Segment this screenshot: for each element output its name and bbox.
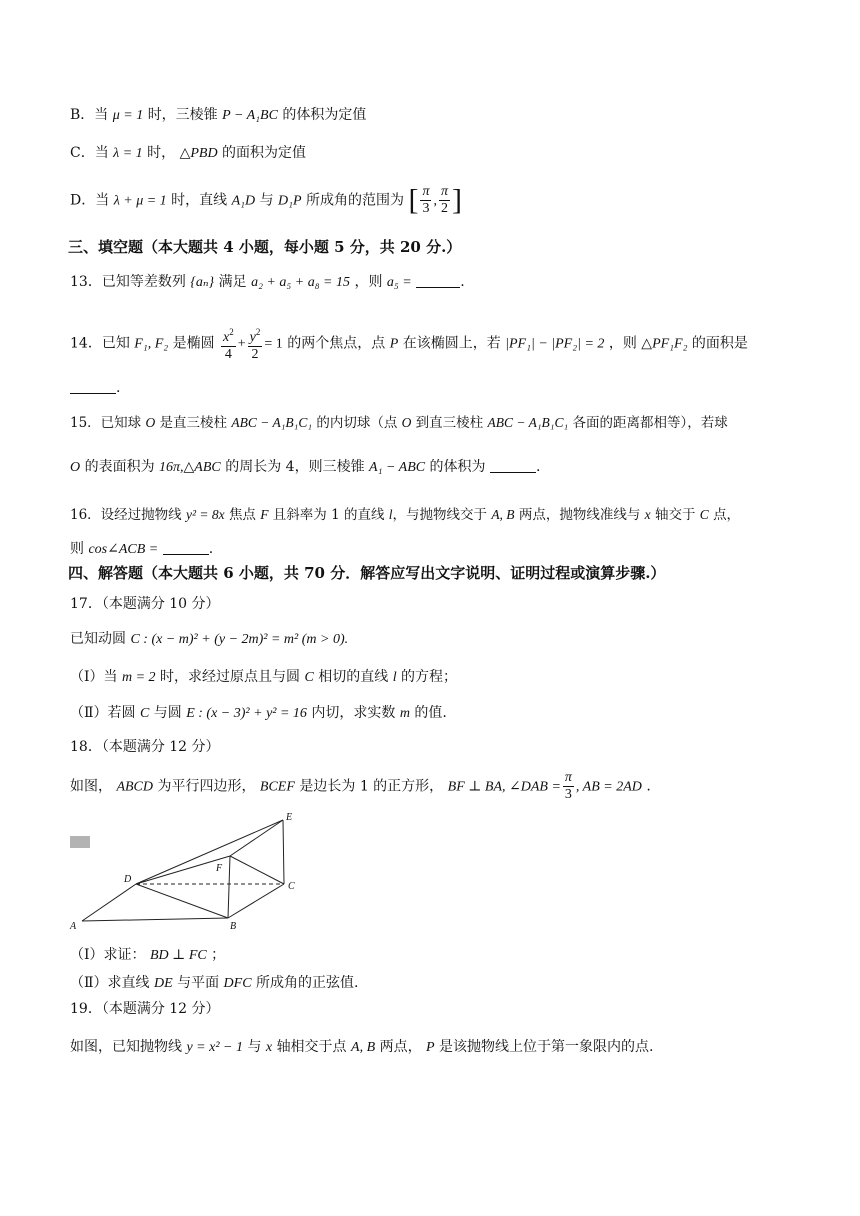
- circle-e-equation: E : (x − 3)² + y² = 16: [186, 706, 307, 721]
- option-d-condition: λ + μ = 1: [113, 193, 167, 209]
- question-17-intro: 已知动圆 C : (x − m)² + (y − 2m)² = m² (m > 0).: [70, 631, 349, 647]
- ellipse-y-term: $\frac{y^2}{2}$: [248, 324, 263, 363]
- question-19-title: 19．（本题满分 12 分）: [70, 1001, 220, 1017]
- option-c-condition: λ = 1: [113, 146, 143, 161]
- question-18-intro: 如图， ABCD 为平行四边形， BCEF 是边长为 1 的正方形， BF ⊥ BA, ∠DAB = $\frac{\pi}{3}$ , AB = 2AD .: [70, 770, 651, 802]
- edge-f-c: [230, 856, 284, 884]
- question-14: 14．已知 F₁, F₂ 是椭圆 $\frac{x^2}{4}$ + $\frac{y^2}{2}$ = 1 的两个焦点，点 P 在该椭圆上，若 |PF₁| − |PF₂| = 2 ，则 △PF₁F₂ 的面积是: [70, 324, 748, 363]
- answer-blank-15[interactable]: [490, 458, 536, 473]
- option-d: D．当 λ + μ = 1 时，直线 A₁D 与 D₁P 所成角的范围为 [ $\frac{\pi}{3}$ , $\frac{\pi}{2}$ ]: [70, 183, 462, 217]
- question-15-line-1: 15．已知球 O 是直三棱柱 ABC − A₁B₁C₁ 的内切球（点 O 到直三棱柱 ABC − A₁B₁C₁ 各面的距离都相等），若球: [70, 415, 728, 431]
- option-c: C．当 λ = 1 时， △PBD 的面积为定值: [70, 145, 307, 161]
- label-c: C: [288, 881, 295, 892]
- question-19-intro: 如图，已知抛物线 y = x² − 1 与 x 轴相交于点 A, B 两点， P 是该抛物线上位于第一象限内的点.: [70, 1039, 654, 1055]
- label-f: F: [216, 863, 223, 874]
- option-b-condition: μ = 1: [112, 108, 144, 123]
- option-b-object: P − A₁BC: [222, 108, 278, 123]
- ellipse-x-term: $\frac{x^2}{4}$: [221, 324, 236, 363]
- angle-fraction: $\frac{\pi}{3}$: [564, 770, 572, 802]
- question-16-line-2: 则 cos∠ACB = .: [70, 541, 214, 557]
- question-15-line-2: O 的表面积为 16π,△ABC 的周长为 4，则三棱锥 A₁ − ABC 的体积为 .: [70, 459, 541, 475]
- answer-blank-14[interactable]: [70, 379, 116, 394]
- label-a: A: [70, 921, 77, 932]
- option-b: B．当 μ = 1 时，三棱锥 P − A₁BC 的体积为定值: [70, 107, 367, 123]
- question-14-cont: .: [70, 377, 120, 399]
- edge-f-b: [228, 856, 230, 918]
- label-e: E: [286, 812, 293, 823]
- option-c-object: △PBD: [179, 146, 218, 161]
- label-d: D: [124, 874, 132, 885]
- section-3-heading: 三、填空题（本大题共 4 小题，每小题 5 分，共 20 分.）: [68, 238, 462, 256]
- section-4-heading: 四、解答题（本大题共 6 小题，共 70 分．解答应写出文字说明、证明过程或演算步骤.）: [68, 564, 666, 582]
- prism-figure: [62, 808, 322, 933]
- answer-blank-13[interactable]: [416, 273, 460, 288]
- question-17-part-2: （Ⅱ）若圆 C 与圆 E : (x − 3)² + y² = 16 内切，求实数 m 的值.: [70, 705, 447, 721]
- label-b: B: [230, 921, 237, 932]
- question-17-title: 17．（本题满分 10 分）: [70, 596, 220, 612]
- question-18-title: 18．（本题满分 12 分）: [70, 739, 220, 755]
- question-16-line-1: 16．设经过抛物线 y² = 8x 焦点 F 且斜率为 1 的直线 l，与抛物线交于 A, B 两点，抛物线准线与 x 轴交于 C 点，: [70, 507, 741, 523]
- edge-f-e: [230, 820, 283, 856]
- edge-b-c: [228, 884, 284, 918]
- question-17-part-1: （Ⅰ）当 m = 2 时，求经过原点且与圆 C 相切的直线 l 的方程；: [70, 669, 458, 685]
- edge-d-e: [136, 820, 283, 884]
- answer-blank-16[interactable]: [163, 540, 209, 555]
- circle-c-equation: C : (x − m)² + (y − 2m)² = m² (m > 0).: [130, 632, 349, 647]
- question-13: 13．已知等差数列 {aₙ} 满足 a₂ + a₅ + a₈ = 15 ，则 a₅ = .: [70, 274, 465, 290]
- edge-a-d: [82, 884, 136, 921]
- angle-range: [ $\frac{\pi}{3}$ , $\frac{\pi}{2}$ ]: [408, 183, 462, 217]
- edge-e-c: [283, 820, 284, 884]
- question-18-part-1: （Ⅰ）求证： BD ⊥ FC ；: [70, 947, 226, 963]
- edge-a-b: [82, 918, 228, 921]
- question-18-part-2: （Ⅱ）求直线 DE 与平面 DFC 所成角的正弦值.: [70, 975, 359, 991]
- edge-d-b: [136, 884, 228, 918]
